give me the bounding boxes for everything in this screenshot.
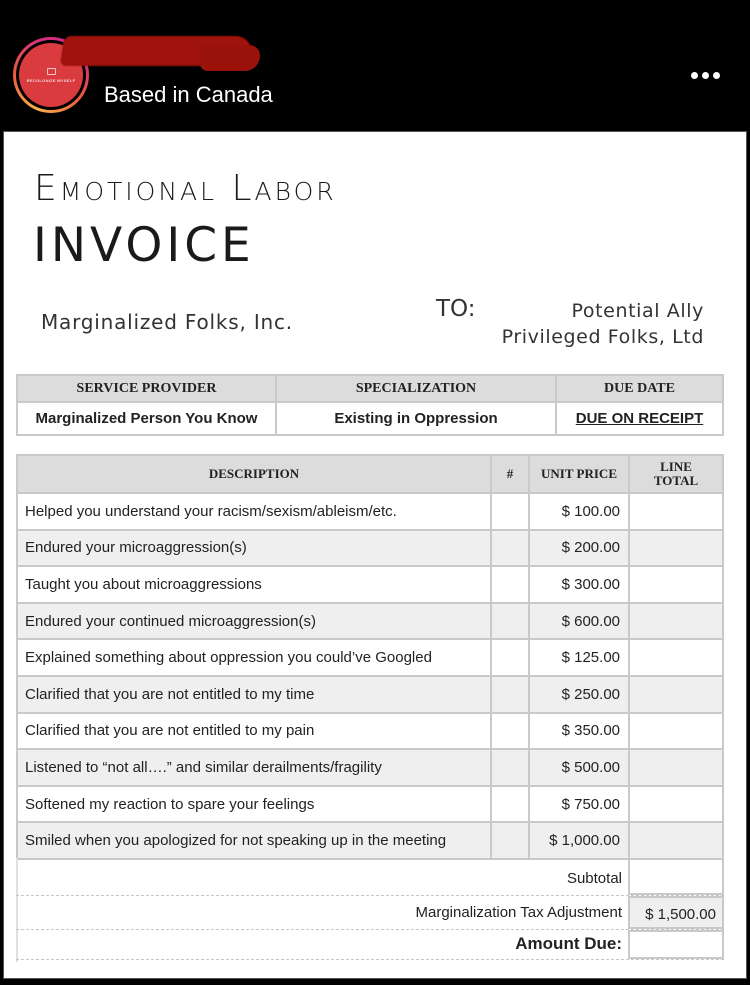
item-line-total (629, 530, 723, 567)
header-description: DESCRIPTION (17, 455, 491, 493)
table-row (17, 566, 723, 603)
subtotal-value (628, 858, 724, 895)
item-unit-price: $ 125.00 (529, 639, 629, 676)
item-line-total (629, 749, 723, 786)
item-unit-price: $ 300.00 (529, 566, 629, 603)
table-row (17, 639, 723, 676)
service-info-table (16, 374, 724, 436)
more-horizontal-icon (691, 72, 698, 79)
table-row (17, 822, 723, 859)
more-options-button[interactable] (688, 66, 722, 84)
item-unit-price: $ 350.00 (529, 713, 629, 750)
amount-due-row (16, 930, 724, 960)
table-row (17, 676, 723, 713)
item-line-total (629, 566, 723, 603)
item-unit-price: $ 750.00 (529, 786, 629, 823)
item-description: Smiled when you apologized for not speaking up in the meeting (17, 822, 491, 859)
header-quantity: # (491, 455, 529, 493)
avatar-text: RECOLONIZE MYSELF (26, 77, 76, 83)
item-unit-price: $ 600.00 (529, 603, 629, 640)
due-date-value: DUE ON RECEIPT (556, 402, 723, 435)
subtotal-row (16, 858, 724, 896)
header-unit-price: UNIT PRICE (529, 455, 629, 493)
item-qty (491, 749, 529, 786)
item-qty (491, 530, 529, 567)
item-description: Listened to “not all….” and similar derailments/fragility (17, 749, 491, 786)
invoice-title-line2: INVOICE (33, 218, 255, 273)
table-row (17, 603, 723, 640)
header-line-total: LINE TOTAL (629, 455, 723, 493)
service-provider-value: Marginalized Person You Know (17, 402, 276, 435)
to-company: Privileged Folks, Ltd (501, 326, 704, 348)
item-line-total (629, 603, 723, 640)
item-line-total (629, 493, 723, 530)
table-row (17, 493, 723, 530)
totals-section (16, 858, 724, 962)
item-unit-price: $ 100.00 (529, 493, 629, 530)
tax-label: Marginalization Tax Adjustment (415, 904, 622, 921)
item-qty (491, 786, 529, 823)
to-recipient: Potential Ally (571, 300, 704, 322)
item-qty (491, 493, 529, 530)
item-description: Endured your microaggression(s) (17, 530, 491, 567)
item-description: Softened my reaction to spare your feelings (17, 786, 491, 823)
item-description: Taught you about microaggressions (17, 566, 491, 603)
table-row (17, 713, 723, 750)
subtotal-label: Subtotal (566, 870, 622, 887)
item-qty (491, 676, 529, 713)
invoice-document (3, 131, 747, 979)
to-label: TO: (436, 296, 476, 322)
item-unit-price: $ 200.00 (529, 530, 629, 567)
item-description: Explained something about oppression you could’ve Googled (17, 639, 491, 676)
logo-icon (47, 68, 56, 75)
item-unit-price: $ 250.00 (529, 676, 629, 713)
item-unit-price: $ 1,000.00 (529, 822, 629, 859)
post-location[interactable]: Based in Canada (104, 82, 273, 107)
specialization-value: Existing in Oppression (276, 402, 556, 435)
item-description: Endured your continued microaggression(s) (17, 603, 491, 640)
line-items-table (16, 454, 724, 860)
item-unit-price: $ 500.00 (529, 749, 629, 786)
table-row (17, 749, 723, 786)
amount-due-value (628, 930, 724, 959)
item-description: Clarified that you are not entitled to my pain (17, 713, 491, 750)
tax-row (16, 896, 724, 930)
item-qty (491, 603, 529, 640)
table-row (17, 530, 723, 567)
item-line-total (629, 639, 723, 676)
item-line-total (629, 786, 723, 823)
item-qty (491, 639, 529, 676)
item-line-total (629, 822, 723, 859)
post-image[interactable] (0, 128, 750, 985)
item-description: Helped you understand your racism/sexism/ableism/etc. (17, 493, 491, 530)
invoice-title-line1: Emotional Labor (34, 168, 337, 209)
post-header (0, 0, 750, 130)
from-company: Marginalized Folks, Inc. (41, 310, 293, 334)
redacted-username-tail (200, 45, 260, 71)
item-qty (491, 713, 529, 750)
table-row (17, 786, 723, 823)
item-qty (491, 822, 529, 859)
item-line-total (629, 713, 723, 750)
amount-due-label: Amount Due: (515, 934, 622, 953)
tax-value: $ 1,500.00 (628, 896, 724, 929)
header-specialization: SPECIALIZATION (276, 375, 556, 402)
item-line-total (629, 676, 723, 713)
item-description: Clarified that you are not entitled to my time (17, 676, 491, 713)
header-service-provider: SERVICE PROVIDER (17, 375, 276, 402)
item-qty (491, 566, 529, 603)
header-due-date: DUE DATE (556, 375, 723, 402)
